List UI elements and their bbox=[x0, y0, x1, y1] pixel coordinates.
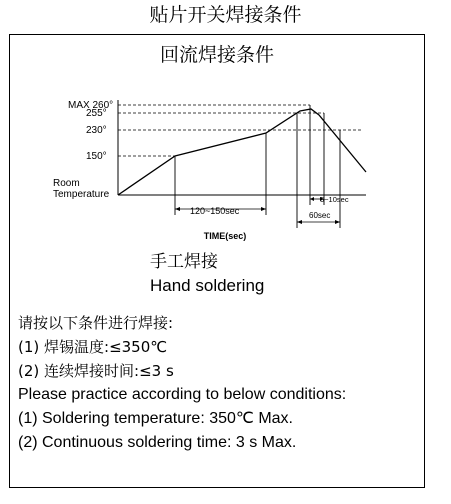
peak-duration-label: 5~10sec bbox=[320, 195, 349, 204]
instruction-cn-intro: 请按以下条件进行焊接: bbox=[18, 314, 174, 332]
preheat-duration-label: 120~150sec bbox=[190, 206, 240, 216]
instruction-cn-line1: (1) 焊锡温度:≤350℃ bbox=[18, 338, 168, 356]
content-frame bbox=[9, 34, 425, 488]
above230-duration-label: 60sec bbox=[309, 211, 331, 220]
page-title: 贴片开关焊接条件 bbox=[149, 4, 302, 26]
y-tick-255: 255° bbox=[86, 108, 107, 119]
instruction-block bbox=[18, 311, 422, 455]
reflow-heading: 回流焊接条件 bbox=[159, 44, 274, 66]
peak-arrowhead-left bbox=[310, 197, 314, 201]
hand-soldering-title-en: Hand soldering bbox=[150, 276, 265, 295]
y-bottom-label-line2: Temperature bbox=[53, 189, 110, 200]
y-tick-230: 230° bbox=[86, 125, 107, 136]
instruction-en-intro: Please practice according to below conditions: bbox=[18, 386, 347, 403]
hand-soldering-title-cn: 手工焊接 bbox=[150, 252, 218, 272]
instruction-en-line2: (2) Continuous soldering time: 3 s Max. bbox=[18, 434, 297, 451]
temperature-profile-curve bbox=[118, 109, 366, 195]
preheat-arrowhead-left bbox=[175, 207, 180, 211]
preheat-arrowhead-right bbox=[261, 207, 266, 211]
y-bottom-label-line1: Room bbox=[53, 178, 80, 189]
reflow-profile-chart bbox=[10, 35, 426, 250]
above230-arrowhead-right bbox=[335, 220, 340, 224]
y-tick-150: 150° bbox=[86, 151, 107, 162]
instruction-cn-line2: (2) 连续焊接时间:≤3 s bbox=[18, 362, 174, 380]
above230-arrowhead-left bbox=[297, 220, 302, 224]
instruction-en-line1: (1) Soldering temperature: 350℃ Max. bbox=[18, 410, 293, 427]
x-axis-label: TIME(sec) bbox=[203, 231, 247, 241]
y-tick-260: MAX 260° bbox=[68, 100, 114, 111]
